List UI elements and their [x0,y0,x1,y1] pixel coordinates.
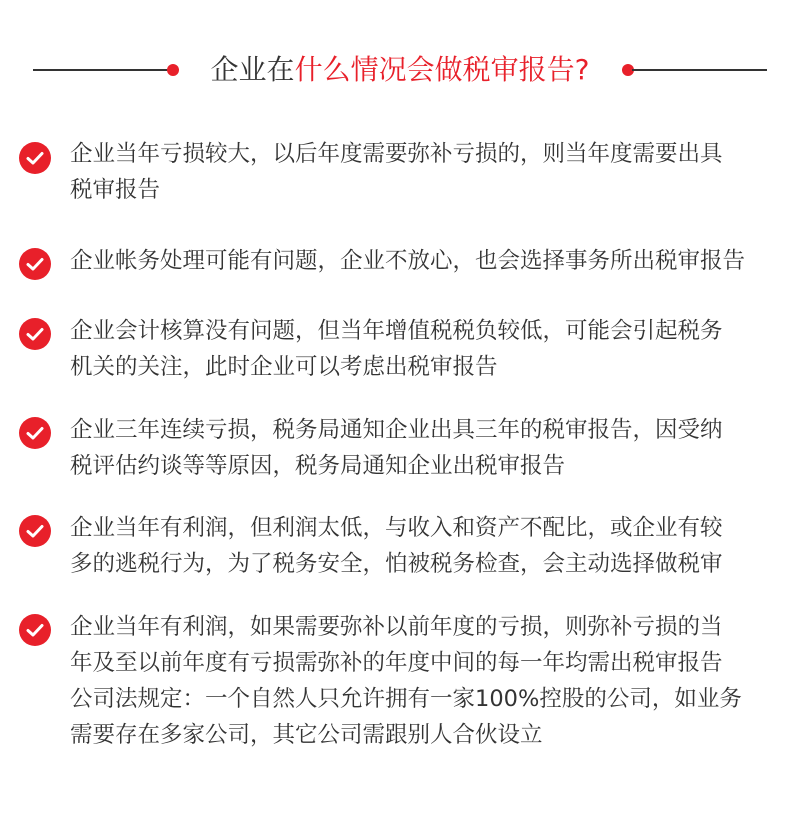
check-circle-icon [19,515,51,547]
list-item-line: 年及至以前年度有亏损需弥补的年度中间的每一年均需出税审报告 [70,650,723,676]
list-item-text [70,136,790,208]
header-divider-left [33,69,171,71]
page-title-accent: 什么情况会做税审报告? [294,53,590,86]
check-circle-icon [19,248,51,280]
page-title-prefix: 企业在 [210,53,295,86]
list-item-line: 税评估约谈等等原因，税务局通知企业出税审报告 [70,453,566,479]
header-dot-left [167,64,179,76]
list-item-line: 企业当年亏损较大，以后年度需要弥补亏损的，则当年度需要出具 [70,141,723,167]
list-item-line: 企业当年有利润，但利润太低，与收入和资产不配比，或企业有较 [70,515,723,541]
list-item-line: 企业会计核算没有问题，但当年增值税税负较低，可能会引起税务 [70,318,723,344]
list-item-line: 需要存在多家公司，其它公司需跟别人合伙设立 [70,722,543,748]
list-item-line: 企业三年连续亏损，税务局通知企业出具三年的税审报告，因受纳 [70,417,723,443]
check-circle-icon [19,614,51,646]
page-title [190,48,610,92]
list-item-text [70,313,790,385]
list-item-line: 税审报告 [70,177,161,203]
check-circle-icon [19,142,51,174]
list-item-line: 机关的关注，此时企业可以考虑出税审报告 [70,354,498,380]
list-item-line: 企业帐务处理可能有问题，企业不放心，也会选择事务所出税审报告 [70,248,746,274]
list-item-line: 企业当年有利润，如果需要弥补以前年度的亏损，则弥补亏损的当 [70,614,723,640]
list-item-text [70,243,790,279]
list-item-line: 多的逃税行为，为了税务安全，怕被税务检查，会主动选择做税审 [70,551,723,577]
list-item-text [70,412,790,484]
check-circle-icon [19,318,51,350]
check-circle-icon [19,417,51,449]
list-item-text [70,609,790,753]
header-divider-right [632,69,767,71]
list-item-text [70,510,790,582]
page-header [0,48,800,92]
list-item-line: 公司法规定：一个自然人只允许拥有一家100%控股的公司，如业务 [70,686,742,712]
